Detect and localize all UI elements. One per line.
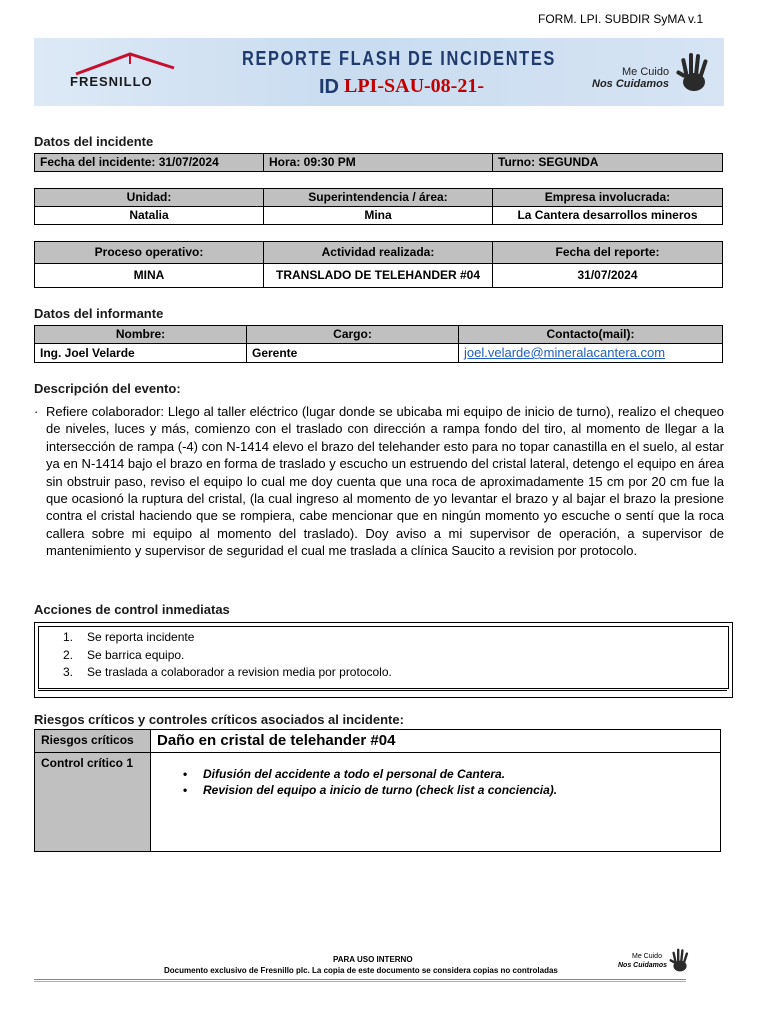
- process-table: [34, 241, 723, 288]
- description-section-title: Descripción del evento:: [34, 381, 181, 396]
- fresnillo-roof-icon: [70, 50, 180, 76]
- item-number: 2.: [63, 647, 74, 662]
- slogan-line2: Nos Cuidamos: [592, 78, 670, 90]
- actions-divider: [38, 690, 727, 691]
- footer-slogan-line2: Nos Cuidamos: [618, 962, 668, 969]
- me-cuido-logo: [590, 50, 720, 96]
- report-title: REPORTE FLASH DE INCIDENTES: [242, 48, 556, 70]
- form-code: FORM. LPI. SUBDIR SyMA v.1: [538, 12, 704, 26]
- bullet-icon: •: [183, 783, 188, 797]
- risks-divider: [35, 752, 720, 753]
- process-value: MINA: [35, 264, 264, 288]
- report-date-header: Fecha del reporte:: [493, 242, 723, 264]
- unit-table: [34, 188, 723, 225]
- risks-section-title: Riesgos críticos y controles críticos asociados al incidente:: [34, 712, 404, 727]
- footer-red-rule: [34, 979, 686, 980]
- area-header: Superintendencia / área:: [264, 189, 493, 207]
- item-number: 1.: [63, 630, 74, 644]
- item-text: Se reporta incidente: [87, 630, 195, 644]
- list-item: [63, 664, 392, 682]
- critical-control-label: Control crítico 1: [41, 756, 134, 770]
- informant-table: [34, 325, 723, 363]
- activity-header: Actividad realizada:: [264, 242, 493, 264]
- informant-position: Gerente: [247, 344, 459, 363]
- hand-icon: [668, 946, 692, 974]
- list-item: [63, 629, 392, 647]
- footer-slogan-line1: Me Cuido: [632, 953, 662, 960]
- incident-date-table: [34, 153, 723, 172]
- footer-disclaimer: Documento exclusivo de Fresnillo plc. La copia de este documento se considera copias no controladas: [164, 966, 558, 975]
- list-item: [183, 782, 557, 798]
- position-header: Cargo:: [247, 326, 459, 344]
- informant-name: Ing. Joel Velarde: [35, 344, 247, 363]
- risks-label-column: [35, 730, 151, 851]
- report-id-value: LPI-SAU-08-21-: [344, 75, 484, 97]
- footer-grey-rule: [34, 981, 686, 982]
- control-text: Revision del equipo a inicio de turno (check list a conciencia).: [203, 783, 558, 797]
- activity-value: TRANSLADO DE TELEHANDER #04: [264, 264, 493, 288]
- actions-box: [34, 622, 733, 698]
- hand-icon: [674, 50, 714, 94]
- list-item: [183, 766, 557, 782]
- company-header: Empresa involucrada:: [493, 189, 723, 207]
- footer-internal-use: PARA USO INTERNO: [333, 955, 413, 964]
- name-header: Nombre:: [35, 326, 247, 344]
- contact-header: Contacto(mail):: [459, 326, 723, 344]
- fresnillo-logo: [70, 50, 180, 94]
- incident-time: Hora: 09:30 PM: [264, 154, 493, 172]
- critical-risk-value: Daño en cristal de telehander #04: [157, 732, 396, 749]
- unit-header: Unidad:: [35, 189, 264, 207]
- footer-me-cuido-logo: [618, 946, 698, 976]
- item-text: Se traslada a colaborador a revision media por protocolo.: [87, 665, 392, 679]
- control-text: Difusión del accidente a todo el personal de Cantera.: [203, 767, 506, 781]
- process-header: Proceso operativo:: [35, 242, 264, 264]
- company-value: La Cantera desarrollos mineros: [493, 207, 723, 225]
- report-id-label: ID: [319, 76, 339, 98]
- controls-list: [183, 766, 557, 798]
- incident-shift: Turno: SEGUNDA: [493, 154, 723, 172]
- actions-section-title: Acciones de control inmediatas: [34, 602, 230, 617]
- informant-section-title: Datos del informante: [34, 306, 164, 321]
- list-item: [63, 647, 392, 665]
- item-number: 3.: [63, 665, 74, 679]
- incident-date: Fecha del incidente: 31/07/2024: [35, 154, 264, 172]
- description-bullet: ·: [34, 404, 39, 419]
- description-body: [34, 403, 724, 560]
- actions-list: [63, 629, 392, 682]
- area-value: Mina: [264, 207, 493, 225]
- incident-section-title: Datos del incidente: [34, 134, 154, 149]
- item-text: Se barrica equipo.: [87, 647, 185, 662]
- fresnillo-wordmark: FRESNILLO: [70, 74, 153, 89]
- critical-risk-label: Riesgos críticos: [41, 733, 134, 747]
- description-text: Refiere colaborador: Llego al taller eléctrico (lugar donde se ubicaba mi equipo de inicio de turno), realizo el chequeo de niveles, luces y más, comienzo con el traslado con dirección a rampa fondo del tiro, al momento de llegar a la intersección de rampa (-4) con N-1414 elevo el brazo del telehander esto para no topar canastilla en el suelo, al estar ya en N-1414 bajo el brazo en forma de traslado y escucho un estruendo del cristal lateral, detengo el equipo en área sin obstruir paso, reviso el equipo lo cual me doy cuenta que una roca de aproximadamente 15 cm por 20 cm fue la que ocasionó la ruptura del cristal, (la cual ingreso al momento de yo levantar el brazo y al bajar el brazo la presione contra el cristal haciendo que se rompiera, cabe mencionar que en ningún momento yo escuche o sentí que la roca callera sobre mi equipo al momento del traslado). Doy aviso a mi supervisor de operación, a supervisor de mantenimiento y supervisor de seguridad el cual me traslada a clínica Saucito a revision por protocolo.: [46, 404, 724, 559]
- report-banner: [34, 38, 724, 106]
- report-date-value: 31/07/2024: [493, 264, 723, 288]
- informant-email-link[interactable]: joel.velarde@mineralacantera.com: [464, 345, 666, 360]
- risks-table: [34, 729, 721, 852]
- slogan-line1: Me Cuido: [622, 66, 670, 78]
- bullet-icon: •: [183, 767, 188, 781]
- unit-value: Natalia: [35, 207, 264, 225]
